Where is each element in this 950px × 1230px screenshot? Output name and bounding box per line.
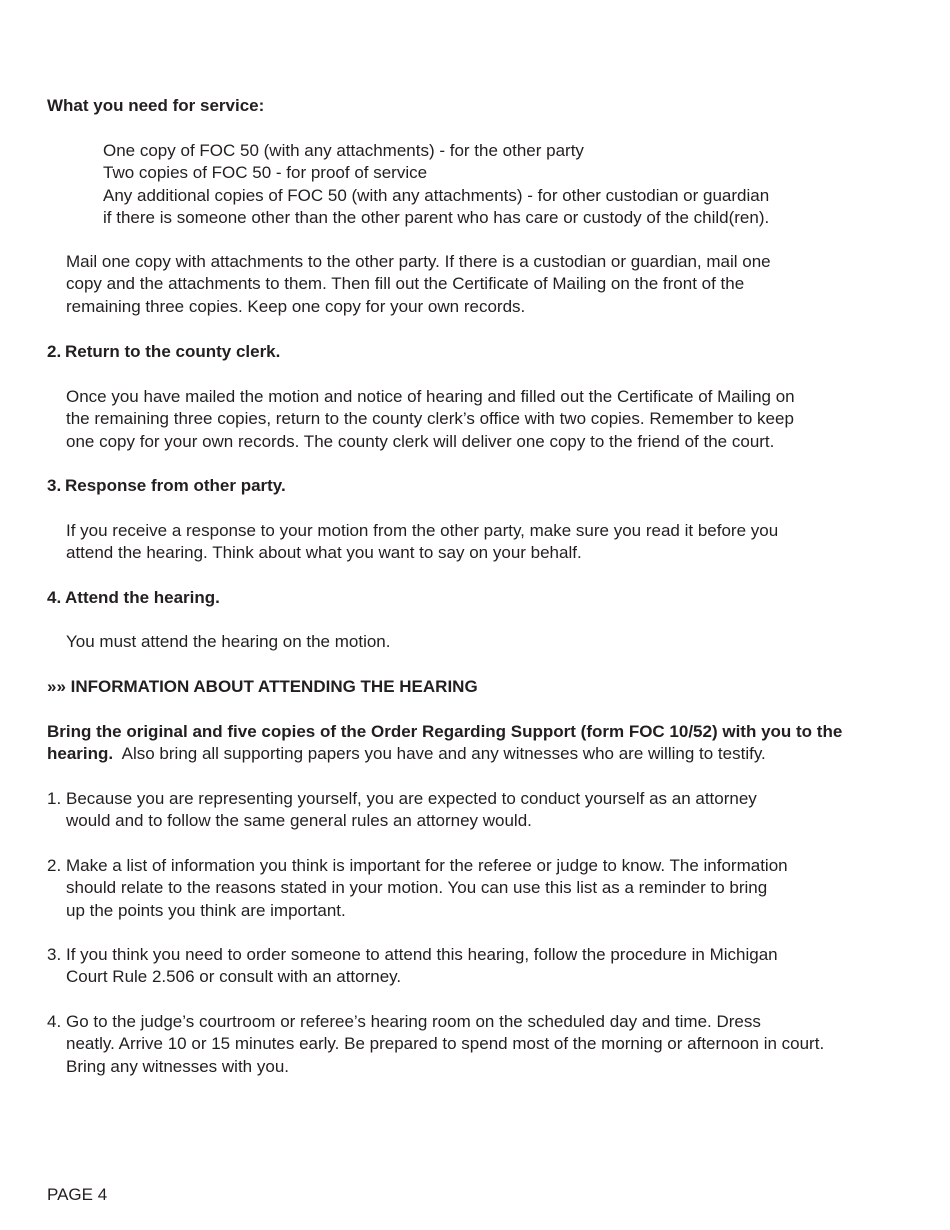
paragraph-line: Mail one copy with attachments to the other party. If there is a custodian or guardian, mail one	[66, 252, 771, 271]
paragraph-line: neatly. Arrive 10 or 15 minutes early. Be prepared to spend most of the morning or afternoon in court.	[66, 1034, 825, 1054]
service-copy-line: One copy of FOC 50 (with any attachments) - for the other party	[103, 141, 584, 160]
page-number: PAGE 4	[47, 1185, 108, 1204]
hearing-intro	[47, 721, 927, 766]
service-heading: What you need for service:	[47, 96, 265, 115]
hearing-item-2	[47, 855, 917, 922]
step-number: 2.	[47, 342, 62, 361]
intro-bold-text: Bring the original and five copies of the Order Regarding Support (form FOC 10/52) with you to the	[47, 722, 843, 741]
service-copy-line: Two copies of FOC 50 - for proof of service	[103, 163, 428, 183]
paragraph-line: would and to follow the same general rules an attorney would.	[66, 811, 532, 831]
step-4-body	[66, 631, 916, 653]
paragraph-line: attend the hearing. Think about what you want to say on your behalf.	[66, 543, 582, 563]
paragraph-line: Once you have mailed the motion and notice of hearing and filled out the Certificate of Mailing on	[66, 387, 795, 406]
step-number: 4.	[47, 588, 62, 607]
paragraph-line: If you think you need to order someone to attend this hearing, follow the procedure in Michigan	[66, 945, 778, 964]
step-number: 3.	[47, 476, 62, 495]
paragraph-line: one copy for your own records. The county clerk will deliver one copy to the friend of the court.	[66, 431, 775, 451]
hearing-item-4	[47, 1011, 917, 1078]
service-copies-list	[103, 140, 903, 230]
hearing-info-heading: »» INFORMATION ABOUT ATTENDING THE HEARING	[47, 677, 478, 696]
step-2-body	[66, 386, 916, 453]
paragraph-line: Court Rule 2.506 or consult with an attorney.	[66, 967, 402, 987]
paragraph-line: Make a list of information you think is important for the referee or judge to know. The information	[66, 856, 788, 875]
hearing-item-1	[47, 788, 917, 833]
step-3-body	[66, 520, 916, 565]
intro-bold-text: hearing.	[47, 744, 114, 764]
intro-text: Also bring all supporting papers you have and any witnesses who are willing to testify.	[113, 744, 766, 764]
item-number: 3.	[47, 945, 62, 964]
item-number: 2.	[47, 856, 62, 875]
paragraph-line: Because you are representing yourself, you are expected to conduct yourself as an attorney	[66, 789, 757, 808]
step-title: Response from other party.	[65, 476, 286, 495]
paragraph-line: Go to the judge’s courtroom or referee’s hearing room on the scheduled day and time. Dress	[66, 1012, 761, 1031]
paragraph-line: remaining three copies. Keep one copy for your own records.	[66, 296, 526, 316]
paragraph-line: Bring any witnesses with you.	[66, 1056, 289, 1076]
service-copy-line: if there is someone other than the other parent who has care or custody of the child(ren).	[103, 208, 770, 228]
paragraph-line: You must attend the hearing on the motion.	[66, 632, 391, 651]
hearing-item-3	[47, 944, 917, 989]
step-title: Return to the county clerk.	[65, 342, 281, 361]
item-number: 1.	[47, 789, 62, 808]
paragraph-line: the remaining three copies, return to the county clerk’s office with two copies. Remember to keep	[66, 409, 794, 429]
step-title: Attend the hearing.	[65, 588, 220, 607]
paragraph-line: should relate to the reasons stated in your motion. You can use this list as a reminder to bring	[66, 878, 768, 898]
paragraph-line: If you receive a response to your motion from the other party, make sure you read it before you	[66, 521, 779, 540]
mail-instructions	[66, 251, 916, 318]
service-copy-line: Any additional copies of FOC 50 (with any attachments) - for other custodian or guardian	[103, 185, 770, 205]
paragraph-line: copy and the attachments to them. Then fill out the Certificate of Mailing on the front of the	[66, 274, 745, 294]
paragraph-line: up the points you think are important.	[66, 900, 346, 920]
item-number: 4.	[47, 1012, 62, 1031]
